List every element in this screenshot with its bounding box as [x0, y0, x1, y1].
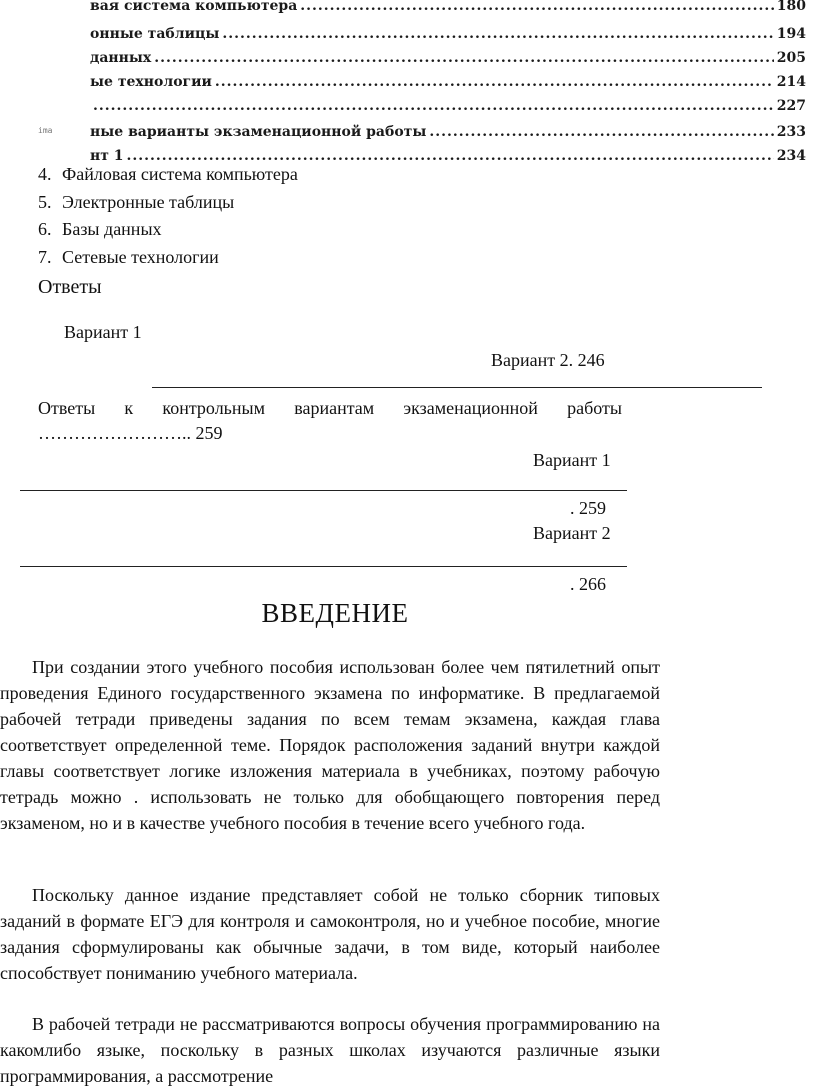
toc-line: ные варианты экзаменационной работы ..... 233: [90, 118, 806, 140]
toc-item: 4. Файловая система компьютера: [38, 164, 298, 184]
toc-item: 5. Электронные таблицы: [38, 192, 235, 212]
variant1-block-label: Вариант 1: [533, 450, 611, 470]
answers-heading: Ответы: [38, 276, 102, 298]
divider-line: [20, 566, 627, 567]
toc-leader-dots: [127, 148, 774, 164]
toc-line: данных ..... 205: [90, 44, 806, 66]
toc-leader-dots: [154, 50, 773, 66]
variant1-block-page: . 259: [570, 498, 606, 518]
toc-item: 6. Базы данных: [38, 219, 162, 239]
toc-leader-dots: [215, 74, 774, 90]
toc-line: ..... 227: [90, 92, 806, 114]
control-answers-page: …………………….. 259: [38, 423, 223, 443]
toc-line: онные таблицы ..... 194: [90, 20, 806, 42]
variant2-block-label: Вариант 2: [533, 523, 611, 543]
toc-item: 7. Сетевые технологии: [38, 247, 219, 267]
toc-leader-dots: [429, 124, 773, 140]
intro-paragraph: При создании этого учебного пособия использован более чем пятилетний опыт проведения Единого государственного экзамена по информатике. В предлагаемой рабочей тетради приведены задания по всем темам экзамена, каждая глава соответствует определенной теме. Порядок расположения заданий внутри каждой главы соответствует логике изложения материала в учебниках, поэтому рабочую тетрадь можно . использовать не только для обобщающего повторения перед экзаменом, но и в качестве учебного пособия в течение всего учебного года.: [0, 657, 660, 833]
intro-paragraph: В рабочей тетради не рассматриваются вопросы обучения программированию на какомлибо языке, поскольку в разных школах изучаются различные языки программирования, а рассмотрение: [0, 1014, 660, 1086]
control-answers-line: Ответы к контрольным вариантам экзаменационной работы: [38, 398, 622, 418]
toc-line: вая система компьютера ..... 180: [90, 0, 806, 14]
intro-title: ВВЕДЕНИЕ: [261, 598, 409, 628]
divider-line: [20, 490, 627, 491]
divider-line: [152, 387, 762, 388]
variant2-line: Вариант 2. 246: [491, 350, 605, 370]
toc-leader-dots: [300, 0, 773, 14]
toc-line: нт 1 ..... 234: [90, 142, 806, 164]
intro-paragraph: Поскольку данное издание представляет собой не только сборник типовых заданий в формате ЕГЭ для контроля и самоконтроля, но и учебное пособие, многие задания сформулированы как обычные задачи, в том виде, который наиболее способствует пониманию учебного материала.: [0, 885, 660, 983]
toc-leader-dots: [93, 98, 774, 114]
variant2-block-page: . 266: [570, 574, 606, 594]
toc-line: ые технологии ..... 214: [90, 68, 806, 90]
variant1-label: Вариант 1: [64, 322, 142, 342]
scan-stamp: ima: [38, 126, 53, 135]
toc-leader-dots: [222, 26, 773, 42]
